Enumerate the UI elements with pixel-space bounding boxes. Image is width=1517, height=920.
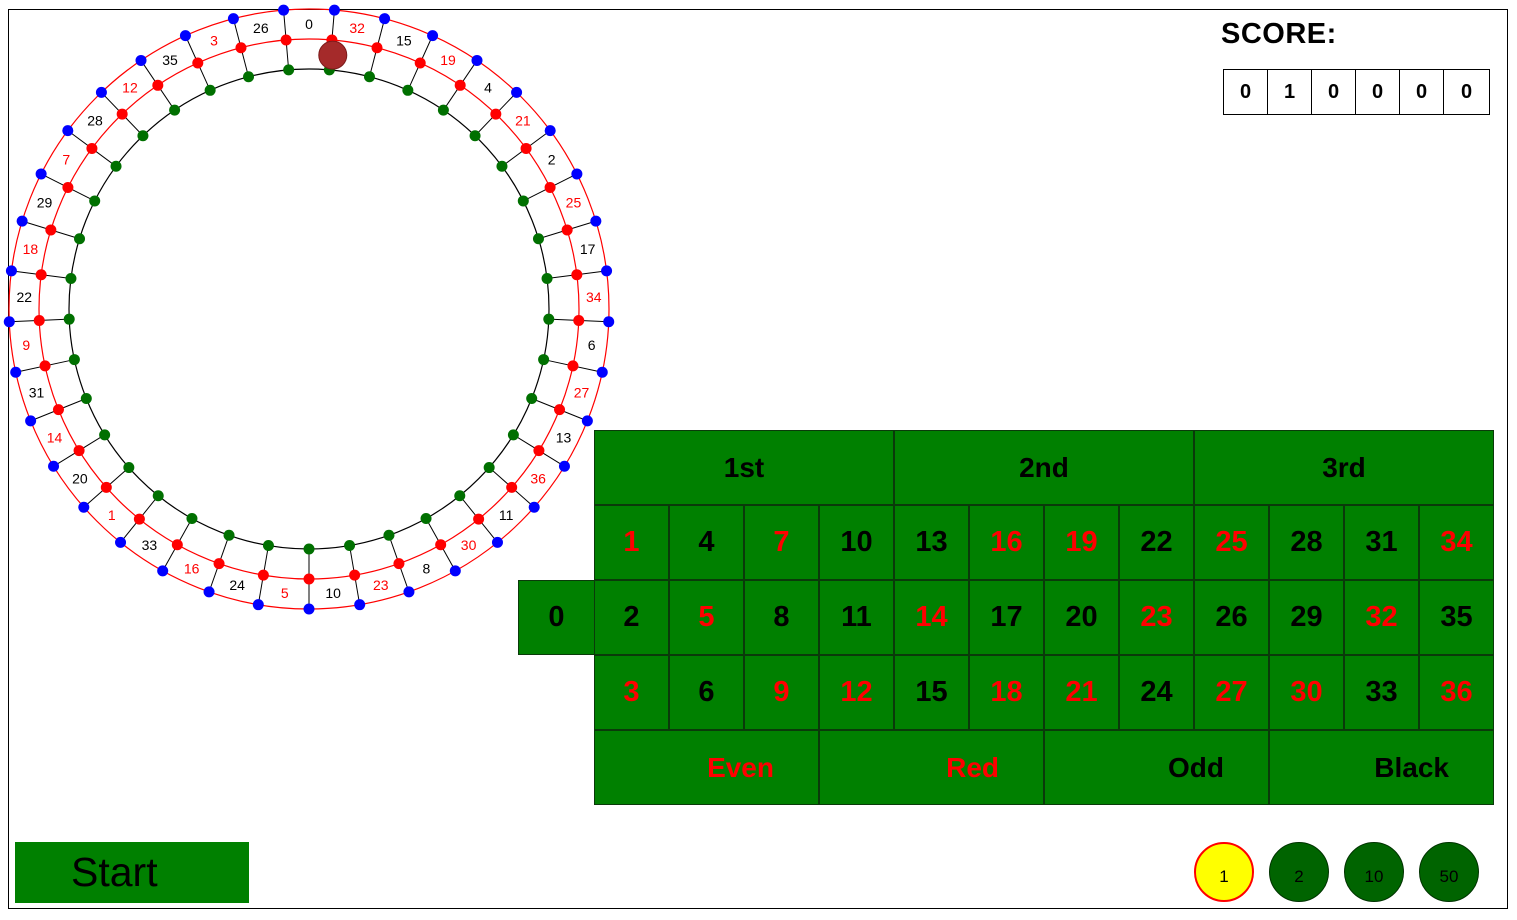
score-digit: 1 <box>1268 70 1312 114</box>
number-cell-10[interactable]: 10 <box>819 505 894 580</box>
wheel-dot <box>153 490 164 501</box>
number-cell-29[interactable]: 29 <box>1269 580 1344 655</box>
score-title: SCORE: <box>1221 18 1337 50</box>
wheel-pocket-19: 19 <box>440 52 456 69</box>
wheel-dot <box>17 216 28 227</box>
number-cell-3[interactable]: 3 <box>594 655 669 730</box>
number-cell-28[interactable]: 28 <box>1269 505 1344 580</box>
wheel-dot <box>508 429 519 440</box>
wheel-dot <box>473 514 484 525</box>
wheel-dot <box>10 367 21 378</box>
wheel-dot <box>25 415 36 426</box>
wheel-pocket-18: 18 <box>22 240 39 257</box>
wheel-dot <box>169 105 180 116</box>
wheel-dot <box>573 315 584 326</box>
wheel-dot <box>53 404 64 415</box>
wheel-dot <box>204 586 215 597</box>
number-cell-31[interactable]: 31 <box>1344 505 1419 580</box>
number-cell-5[interactable]: 5 <box>669 580 744 655</box>
wheel-dot <box>379 13 390 24</box>
wheel-pocket-8: 8 <box>422 560 431 577</box>
number-cell-7[interactable]: 7 <box>744 505 819 580</box>
wheel-pocket-7: 7 <box>62 151 71 168</box>
wheel-outer-ring <box>9 9 609 609</box>
number-cell-27[interactable]: 27 <box>1194 655 1269 730</box>
wheel-pocket-10: 10 <box>325 584 341 601</box>
wheel-dot <box>304 574 315 585</box>
number-cell-8[interactable]: 8 <box>744 580 819 655</box>
chip-2[interactable]: 2 <box>1269 842 1329 902</box>
wheel-dot <box>492 537 503 548</box>
wheel-dot <box>554 404 565 415</box>
wheel-dot <box>96 87 107 98</box>
number-cell-11[interactable]: 11 <box>819 580 894 655</box>
wheel-dot <box>354 599 365 610</box>
wheel-pocket-9: 9 <box>22 337 31 354</box>
wheel-dot <box>590 216 601 227</box>
dozen-1st[interactable]: 1st <box>594 430 894 505</box>
wheel-pocket-5: 5 <box>280 584 289 601</box>
number-cell-33[interactable]: 33 <box>1344 655 1419 730</box>
wheel-dot <box>186 513 197 524</box>
wheel-dot <box>545 125 556 136</box>
wheel-pocket-26: 26 <box>253 20 269 37</box>
wheel-dot <box>364 71 375 82</box>
wheel-dot <box>304 544 315 555</box>
wheel-dot <box>533 445 544 456</box>
wheel-dot <box>235 42 246 53</box>
number-cell-26[interactable]: 26 <box>1194 580 1269 655</box>
wheel-dot <box>484 462 495 473</box>
wheel-dot <box>172 539 183 550</box>
wheel-dot <box>304 604 315 615</box>
wheel-dot <box>601 265 612 276</box>
wheel-pocket-28: 28 <box>87 112 103 129</box>
bet-odd[interactable]: Odd <box>1044 730 1269 805</box>
wheel-pocket-2: 2 <box>547 151 556 168</box>
number-cell-14[interactable]: 14 <box>894 580 969 655</box>
wheel-pocket-34: 34 <box>585 288 602 305</box>
number-cell-18[interactable]: 18 <box>969 655 1044 730</box>
wheel-dot <box>455 80 466 91</box>
wheel-dot <box>562 224 573 235</box>
wheel-dot <box>86 143 97 154</box>
number-cell-34[interactable]: 34 <box>1419 505 1494 580</box>
score-digit: 0 <box>1400 70 1444 114</box>
wheel-dot <box>134 514 145 525</box>
wheel-pocket-11: 11 <box>498 506 514 523</box>
number-cell-23[interactable]: 23 <box>1119 580 1194 655</box>
wheel-pocket-31: 31 <box>28 384 45 401</box>
wheel-dot <box>81 393 92 404</box>
wheel-dot <box>421 513 432 524</box>
bet-even[interactable]: Even <box>594 730 819 805</box>
wheel-dot <box>571 168 582 179</box>
wheel-dot <box>490 109 501 120</box>
wheel-dot <box>62 182 73 193</box>
wheel-pocket-4: 4 <box>484 79 492 96</box>
roulette-ball <box>319 41 347 69</box>
number-cell-0[interactable]: 0 <box>518 580 595 655</box>
wheel-dot <box>78 502 89 513</box>
wheel-pocket-22: 22 <box>16 288 33 305</box>
wheel-dot <box>111 161 122 172</box>
number-cell-36[interactable]: 36 <box>1419 655 1494 730</box>
bet-red[interactable]: Red <box>819 730 1044 805</box>
wheel-dot <box>571 269 582 280</box>
wheel-dot <box>36 168 47 179</box>
number-cell-13[interactable]: 13 <box>894 505 969 580</box>
wheel-pocket-30: 30 <box>460 537 477 554</box>
wheel-dot <box>263 540 274 551</box>
wheel-dot <box>529 502 540 513</box>
wheel-dot <box>329 5 340 16</box>
wheel-dot <box>253 599 264 610</box>
wheel-dot <box>180 30 191 41</box>
wheel-pocket-14: 14 <box>46 429 63 446</box>
wheel-dot <box>402 85 413 96</box>
wheel-pocket-6: 6 <box>587 337 596 354</box>
number-cell-9[interactable]: 9 <box>744 655 819 730</box>
number-cell-30[interactable]: 30 <box>1269 655 1344 730</box>
wheel-dot <box>454 490 465 501</box>
wheel-dot <box>403 586 414 597</box>
number-cell-20[interactable]: 20 <box>1044 580 1119 655</box>
wheel-dot <box>372 42 383 53</box>
wheel-pocket-1: 1 <box>107 506 116 523</box>
number-cell-17[interactable]: 17 <box>969 580 1044 655</box>
wheel-pocket-21: 21 <box>515 112 531 129</box>
wheel-dot <box>511 87 522 98</box>
wheel-dot <box>383 530 394 541</box>
wheel-dot <box>258 570 269 581</box>
wheel-dot <box>157 565 168 576</box>
wheel-pocket-36: 36 <box>530 470 546 487</box>
number-cell-32[interactable]: 32 <box>1344 580 1419 655</box>
number-cell-4[interactable]: 4 <box>669 505 744 580</box>
roulette-wheel[interactable] <box>0 0 620 620</box>
wheel-pocket-17: 17 <box>579 240 596 257</box>
wheel-dot <box>89 195 100 206</box>
wheel-dot <box>603 316 614 327</box>
wheel-pocket-32: 32 <box>349 20 365 37</box>
number-cell-35[interactable]: 35 <box>1419 580 1494 655</box>
dozen-3rd[interactable]: 3rd <box>1194 430 1494 505</box>
wheel-dot <box>542 273 553 284</box>
wheel-dot <box>538 354 549 365</box>
wheel-dot <box>278 5 289 16</box>
wheel-dot <box>74 445 85 456</box>
number-cell-12[interactable]: 12 <box>819 655 894 730</box>
wheel-dot <box>214 558 225 569</box>
number-cell-19[interactable]: 19 <box>1044 505 1119 580</box>
wheel-pocket-16: 16 <box>183 560 200 577</box>
score-digit: 0 <box>1460 80 1473 103</box>
number-cell-22[interactable]: 22 <box>1119 505 1194 580</box>
wheel-dot <box>123 462 134 473</box>
wheel-dot <box>115 537 126 548</box>
wheel-dot <box>438 105 449 116</box>
wheel-dot <box>582 415 593 426</box>
score-digit: 0 <box>1356 70 1400 114</box>
wheel-pocket-33: 33 <box>141 537 158 554</box>
score-digit: 0 <box>1224 70 1268 114</box>
wheel-pocket-25: 25 <box>565 194 582 211</box>
wheel-dot <box>281 34 292 45</box>
wheel-dot <box>34 315 45 326</box>
wheel-dot <box>427 30 438 41</box>
wheel-dot <box>69 354 80 365</box>
wheel-dot <box>349 570 360 581</box>
wheel-pocket-20: 20 <box>72 470 88 487</box>
wheel-dot <box>415 57 426 68</box>
wheel-dot <box>435 539 446 550</box>
wheel-pocket-27: 27 <box>573 384 590 401</box>
wheel-dot <box>101 482 112 493</box>
wheel-pocket-12: 12 <box>122 79 138 96</box>
wheel-dot <box>521 143 532 154</box>
wheel-dot <box>597 367 608 378</box>
number-cell-21[interactable]: 21 <box>1044 655 1119 730</box>
number-cell-25[interactable]: 25 <box>1194 505 1269 580</box>
wheel-dot <box>192 57 203 68</box>
wheel-dot <box>518 195 529 206</box>
wheel-dot <box>36 269 47 280</box>
score-digit: 0 <box>1312 70 1356 114</box>
wheel-dot <box>48 461 59 472</box>
wheel-pocket-29: 29 <box>36 194 53 211</box>
number-cell-6[interactable]: 6 <box>669 655 744 730</box>
wheel-dot <box>224 530 235 541</box>
wheel-pocket-24: 24 <box>229 576 245 593</box>
number-cell-24[interactable]: 24 <box>1119 655 1194 730</box>
wheel-dot <box>137 130 148 141</box>
wheel-pocket-35: 35 <box>162 52 178 69</box>
wheel-dot <box>6 265 17 276</box>
wheel-dot <box>450 565 461 576</box>
chip-50[interactable]: 50 <box>1419 842 1479 902</box>
bet-black[interactable]: Black <box>1269 730 1494 805</box>
wheel-dot <box>4 316 15 327</box>
wheel-dot <box>344 540 355 551</box>
wheel-inner-ring <box>69 69 549 549</box>
number-cell-2[interactable]: 2 <box>594 580 669 655</box>
wheel-dot <box>567 360 578 371</box>
number-cell-16[interactable]: 16 <box>969 505 1044 580</box>
wheel-dot <box>470 130 481 141</box>
wheel-dot <box>283 64 294 75</box>
wheel-dot <box>152 80 163 91</box>
wheel-dot <box>62 125 73 136</box>
wheel-dot <box>506 482 517 493</box>
wheel-pocket-15: 15 <box>396 32 412 49</box>
wheel-pocket-23: 23 <box>373 576 389 593</box>
wheel-pocket-3: 3 <box>210 32 218 49</box>
number-cell-1[interactable]: 1 <box>594 505 669 580</box>
wheel-pocket-0: 0 <box>305 16 313 32</box>
wheel-dot <box>526 393 537 404</box>
score-display <box>1223 69 1490 115</box>
wheel-dot <box>205 85 216 96</box>
dozen-2nd[interactable]: 2nd <box>894 430 1194 505</box>
chip-10[interactable]: 10 <box>1344 842 1404 902</box>
wheel-dot <box>40 360 51 371</box>
wheel-dot <box>243 71 254 82</box>
wheel-dot <box>136 55 147 66</box>
number-cell-15[interactable]: 15 <box>894 655 969 730</box>
wheel-dot <box>543 314 554 325</box>
wheel-dot <box>471 55 482 66</box>
wheel-dot <box>533 233 544 244</box>
wheel-dot <box>117 109 128 120</box>
wheel-dot <box>393 558 404 569</box>
wheel-dot <box>228 13 239 24</box>
wheel-dot <box>74 233 85 244</box>
wheel-dot <box>45 224 56 235</box>
wheel-dot <box>545 182 556 193</box>
start-button[interactable]: Start <box>15 842 249 903</box>
wheel-dot <box>559 461 570 472</box>
wheel-dot <box>65 273 76 284</box>
wheel-dot <box>64 314 75 325</box>
wheel-dot <box>496 161 507 172</box>
wheel-dot <box>99 429 110 440</box>
wheel-pocket-13: 13 <box>555 429 572 446</box>
chip-1[interactable]: 1 <box>1194 842 1254 902</box>
